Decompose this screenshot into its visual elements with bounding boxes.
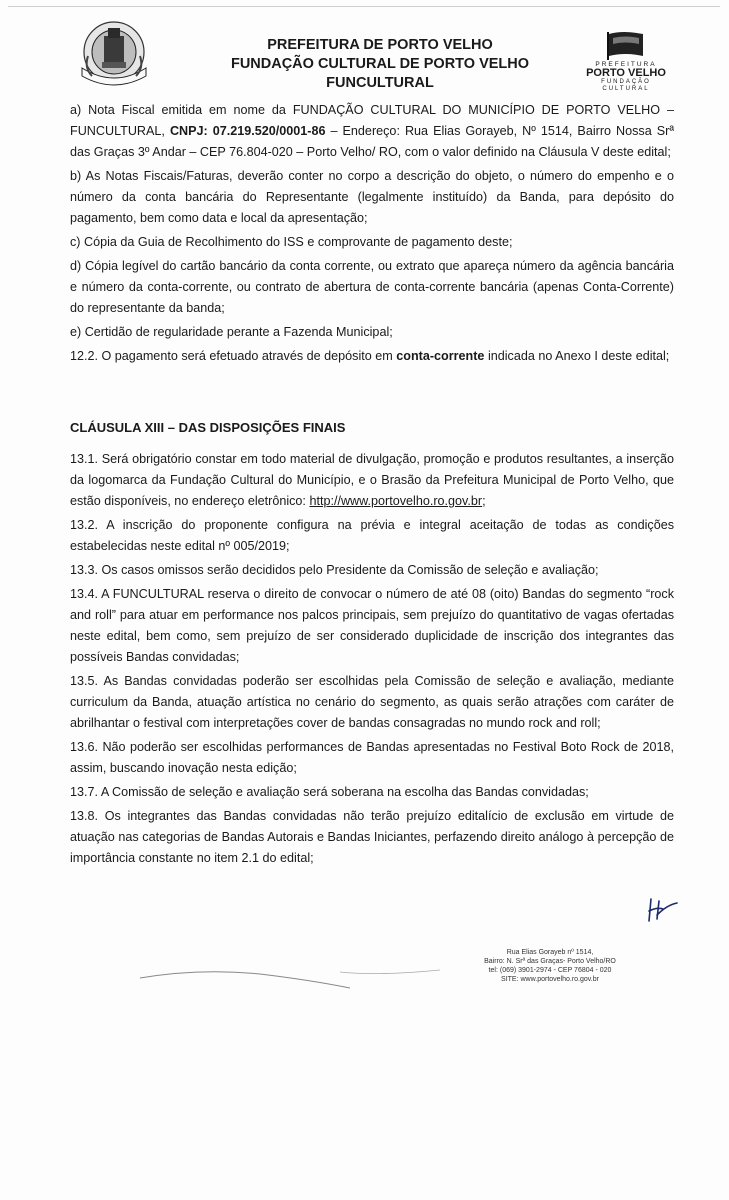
paragraph-text: a) Nota Fiscal emitida em nome da FUNDAÇÃO CULTURAL DO MUNICÍPIO DE PORTO VELHO – FUNCULTURAL, xyxy=(70,103,674,138)
section-title: CLÁUSULA XIII – DAS DISPOSIÇÕES FINAIS xyxy=(70,420,346,435)
footer-line-1: Rua Elias Gorayeb nº 1514, xyxy=(506,949,594,956)
paragraph-text: 13.6. Não poderão ser escolhidas performances de Bandas apresentadas no Festival Boto Rock de 2018, assim, buscando inovação nesta edição; xyxy=(70,740,674,775)
document-header xyxy=(175,36,585,93)
header-line-2: FUNDAÇÃO CULTURAL DE PORTO VELHO xyxy=(230,56,530,72)
paragraph-text: indicada no Anexo I deste edital; xyxy=(484,349,670,363)
footer-line-3: tel: (069) 3901-2974 - CEP 76804 - 020 xyxy=(488,967,612,974)
footer-line-2: Bairro: N. Srª das Graças- Porto Velho/RO xyxy=(484,958,616,965)
paragraph-13-5 xyxy=(70,671,674,734)
header-line-3: FUNCULTURAL xyxy=(326,75,434,91)
paragraph-text: 13.2. A inscrição do proponente configura na prévia e integral aceitação de todas as condições estabelecidas neste edital nº 005/2019; xyxy=(70,518,674,553)
paragraph-text: 13.8. Os integrantes das Bandas convidadas não terão prejuízo editalício de exclusão em virtude de atuação nas categorias de Bandas Autorais e Bandas Iniciantes, perfazendo direito análogo à percepção de importância constante no item 2.1 do edital; xyxy=(70,809,674,865)
logo-text-cultural: CULTURAL xyxy=(602,86,650,92)
paragraph-e xyxy=(70,322,674,343)
payment-requirements xyxy=(70,100,674,367)
website-link[interactable]: http://www.portovelho.ro.gov.br xyxy=(309,494,483,508)
paragraph-text: ; xyxy=(482,494,486,508)
paragraph-12-2 xyxy=(70,346,674,367)
paragraph-13-6 xyxy=(70,737,674,779)
paragraph-13-7 xyxy=(70,782,674,803)
flag-icon xyxy=(603,30,649,60)
paragraph-text: 13.3. Os casos omissos serão decididos pelo Presidente da Comissão de seleção e avaliação; xyxy=(70,563,599,577)
paragraph-text: b) As Notas Fiscais/Faturas, deverão conter no corpo a descrição do objeto, o número do empenho e o número da conta bancária do Representante (legalmente instituído) da Banda, para depósito do pagamento, bem como data e local da apresentação; xyxy=(70,169,674,225)
paragraph-a xyxy=(70,100,674,163)
paragraph-13-2 xyxy=(70,515,674,557)
paragraph-text: 13.5. As Bandas convidadas poderão ser escolhidas pela Comissão de seleção e avaliação, mediante curriculum da Banda, atuação artística no cenário do segmento, as quais serão atrações com caráter de abrilhantar o festival com interpretações cover de bandas consagradas no mundo rock and roll; xyxy=(70,674,674,730)
paragraph-13-1 xyxy=(70,449,674,512)
paragraph-13-3 xyxy=(70,560,674,581)
paragraph-13-4 xyxy=(70,584,674,668)
footer-line-4: SITE: www.portovelho.ro.gov.br xyxy=(501,976,599,983)
paragraph-text: 13.4. A FUNCULTURAL reserva o direito de convocar o número de até 08 (oito) Bandas do segmento “rock and roll” para atuar em performance nos palcos principais, sem prejuízo do quantitativo de vagas ofertadas neste edital, bem como, sem prejuízo de ser considerado duplicidade de inscrição dos integrantes das possíveis Bandas convidadas; xyxy=(70,587,674,664)
logo-text-fundacao: FUNDAÇÃO xyxy=(601,79,651,85)
bold-text: CNPJ: 07.219.520/0001-86 xyxy=(169,124,326,138)
signature-initials xyxy=(643,895,683,925)
header-line-1: PREFEITURA DE PORTO VELHO xyxy=(267,37,493,53)
document-body xyxy=(70,100,674,872)
porto-velho-logo xyxy=(586,30,666,104)
footer-address xyxy=(440,948,660,984)
paragraph-text: c) Cópia da Guia de Recolhimento do ISS e comprovante de pagamento deste; xyxy=(70,235,513,249)
municipal-crest-icon xyxy=(78,18,150,90)
bold-text: conta-corrente xyxy=(396,349,485,363)
logo-text-porto-velho: PORTO VELHO xyxy=(586,67,666,79)
paragraph-c xyxy=(70,232,674,253)
paragraph-text: 13.7. A Comissão de seleção e avaliação será soberana na escolha das Bandas convidadas; xyxy=(70,785,589,799)
paragraph-b xyxy=(70,166,674,229)
paragraph-text: d) Cópia legível do cartão bancário da conta corrente, ou extrato que apareça número da agência bancária e número da conta-corrente, ou contrato de abertura de conta-corrente bancária (apenas Conta-Corrente) do representante da banda; xyxy=(70,259,674,315)
footer-decorative-curve xyxy=(140,958,460,998)
page-top-border xyxy=(8,6,720,7)
paragraph-text: 12.2. O pagamento será efetuado através de depósito em xyxy=(70,349,397,363)
paragraph-13-8 xyxy=(70,806,674,869)
paragraph-text: e) Certidão de regularidade perante a Fazenda Municipal; xyxy=(70,325,393,339)
paragraph-text: – Endereço: Rua Elias Gorayeb, Nº 1514, Bairro Nossa Srª das Graças 3º Andar – CEP 76.804-020 – Porto Velho/ RO, com o valor definido na Cláusula V deste edital; xyxy=(70,124,674,159)
paragraph-text: 13.1. Será obrigatório constar em todo material de divulgação, promoção e produtos resultantes, a inserção da logomarca da Fundação Cultural do Município, e o Brasão da Prefeitura Municipal de Porto Velho, que estão disponíveis, no endereço eletrônico: xyxy=(70,452,674,508)
paragraph-d xyxy=(70,256,674,319)
final-provisions xyxy=(70,449,674,869)
logo-text-prefeitura: PREFEITURA xyxy=(595,61,657,68)
